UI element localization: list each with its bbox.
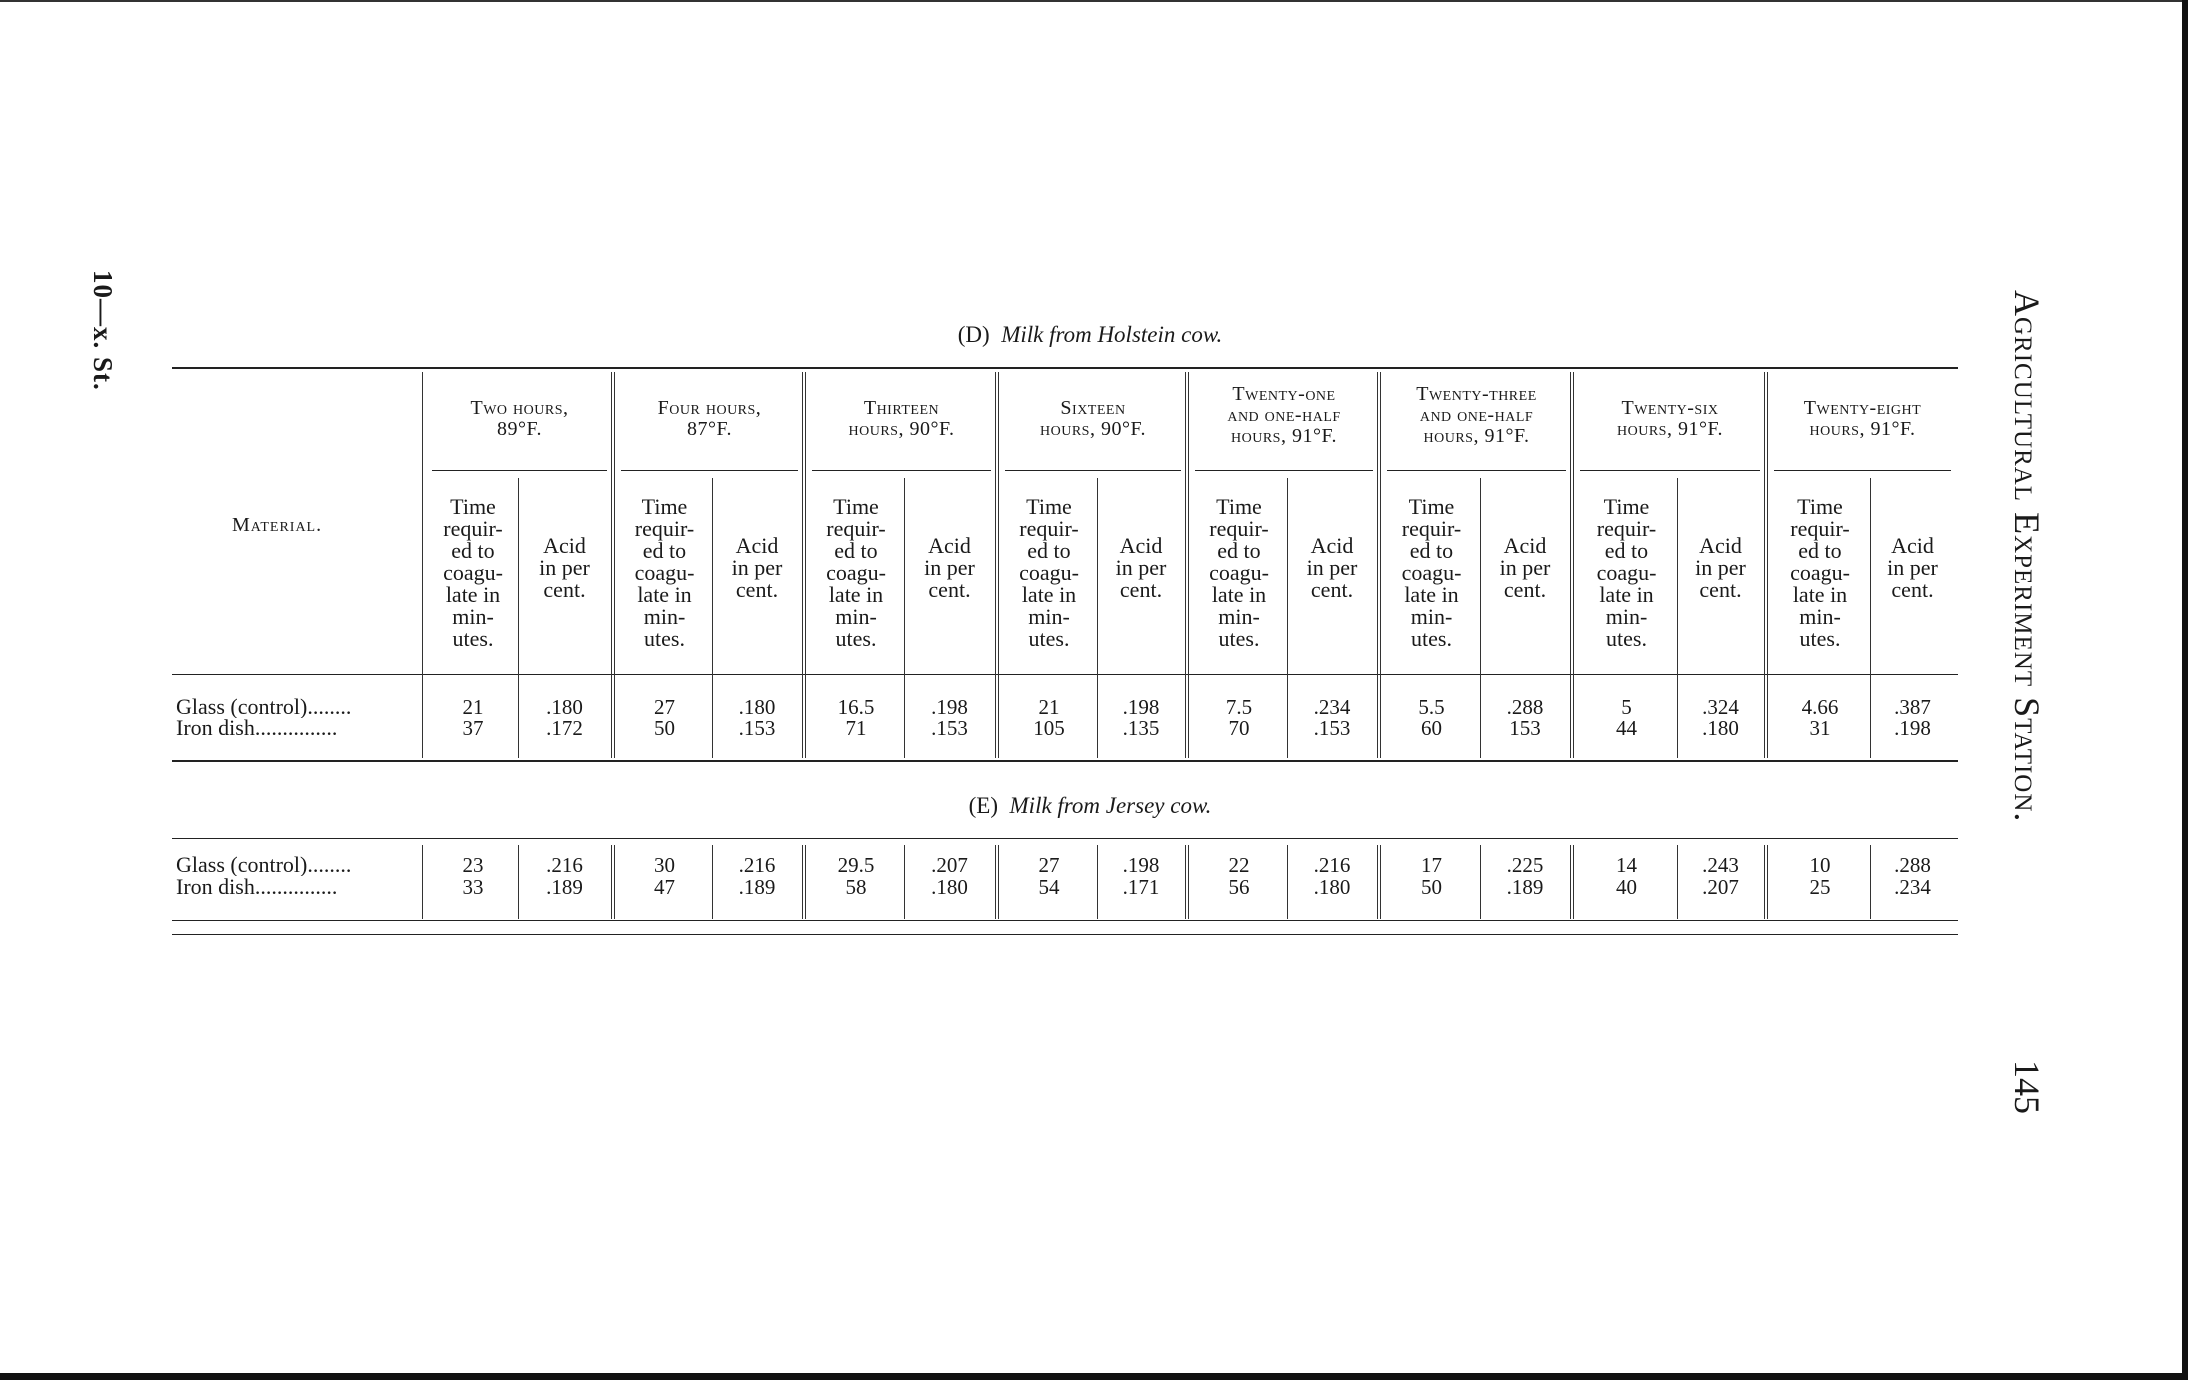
table-e-group-separator — [995, 845, 999, 919]
table-e-caption-text: Milk from Jersey cow. — [1009, 793, 1212, 818]
subheader-time-line: utes. — [1799, 626, 1841, 651]
table-d-cell: 50 — [654, 716, 675, 740]
subheader-acid-line: Acid — [1119, 533, 1163, 558]
subheader-time-line: utes. — [644, 626, 685, 651]
subheader-time-line: Time — [1216, 494, 1262, 519]
table-e-cell: .216 — [1313, 853, 1351, 877]
subheader-time-line: min- — [1799, 604, 1841, 629]
group-header-6-line: and one-half — [1419, 404, 1534, 426]
table-e-cell: 17 — [1421, 853, 1442, 877]
table-e-cell: 10 — [1809, 853, 1831, 877]
table-d-group-separator — [802, 372, 806, 758]
table-d-group-separator — [1185, 372, 1189, 758]
table-d-cell: 5.5 — [1418, 695, 1445, 719]
subheader-time-line: requir- — [1209, 516, 1269, 541]
subheader-time-line: late in — [637, 582, 692, 607]
subheader-time — [617, 496, 712, 650]
table-e-cell: .189 — [738, 875, 776, 899]
subheader-time-line: requir- — [1401, 516, 1462, 541]
subheader-time — [1001, 496, 1097, 650]
subheader-time-line: coagu- — [1019, 560, 1079, 585]
table-e-caption-label: (E) — [968, 793, 999, 818]
subheader-acid-line: cent. — [1119, 577, 1163, 602]
table-d-cell: .172 — [546, 716, 583, 740]
table-d-cell: 105 — [1033, 716, 1065, 740]
group-header-8 — [1770, 398, 1955, 440]
group-header-5 — [1191, 384, 1377, 447]
subheader-acid — [1097, 535, 1185, 601]
table-d-group-separator — [995, 372, 999, 758]
subheader-time-line: utes. — [1028, 626, 1070, 651]
table-d-cell: 21 — [462, 695, 484, 719]
subheader-time-line: ed to — [1027, 538, 1071, 563]
group-header-1-line: 89°F. — [496, 418, 543, 440]
subheader-time-line: late in — [1404, 582, 1459, 607]
table-e-cell: 27 — [1038, 853, 1060, 877]
subheader-time-line: coagu- — [826, 560, 886, 585]
table-e-cell: .180 — [1313, 875, 1351, 899]
group-header-4-line: Sixteen — [1060, 397, 1126, 419]
subheader-time-line: late in — [1211, 582, 1267, 607]
table-d-cell: .198 — [1894, 716, 1931, 740]
table-e-top-rule — [172, 838, 1958, 839]
subheader-acid — [1480, 535, 1570, 601]
table-e-cell: .225 — [1506, 853, 1544, 877]
subheader-time-line: ed to — [1798, 538, 1842, 563]
table-d-group-separator — [611, 372, 615, 758]
table-e-caption — [140, 793, 2040, 819]
subheader-acid — [518, 535, 611, 601]
subheader-time-line: coagu- — [1596, 560, 1657, 585]
subheader-acid-line: cent. — [543, 577, 586, 602]
table-d-bottom-rule — [172, 760, 1958, 762]
table-d-top-rule — [172, 367, 1958, 369]
table-d-cell: .180 — [546, 695, 583, 719]
table-d-cell: .135 — [1122, 716, 1160, 740]
table-d-cell: .198 — [931, 695, 968, 719]
table-d-cell: .198 — [1122, 695, 1160, 719]
subheader-time-line: late in — [828, 582, 884, 607]
table-d-caption-text: Milk from Holstein cow. — [1001, 322, 1223, 347]
subheader-time-line: coagu- — [443, 560, 503, 585]
subheader-time-line: utes. — [835, 626, 877, 651]
table-d-group-separator — [422, 372, 423, 758]
table-d-cell: 21 — [1038, 695, 1060, 719]
table-d-cell: .153 — [931, 716, 968, 740]
table-e-cell: 50 — [1421, 875, 1442, 899]
subheader-time-line: ed to — [834, 538, 878, 563]
table-e-cell: 30 — [654, 853, 675, 877]
table-d-cell: 71 — [845, 716, 867, 740]
subheader-time-line: coagu- — [1401, 560, 1462, 585]
table-d-cell: 37 — [462, 716, 484, 740]
table-e-cell: 56 — [1228, 875, 1250, 899]
group-header-1-line: Two hours, — [470, 397, 569, 419]
subheader-time — [1576, 496, 1677, 650]
table-d-cell: 7.5 — [1225, 695, 1253, 719]
subheader-time-line: requir- — [1790, 516, 1850, 541]
table-d-cell: 27 — [654, 695, 675, 719]
subheader-time-line: requir- — [1596, 516, 1657, 541]
table-e-group-separator — [1570, 845, 1574, 919]
table-e-mid-rule — [172, 920, 1958, 921]
table-d-caption-label: (D) — [957, 322, 990, 347]
table-d-group-underline — [812, 470, 991, 471]
subheader-acid-line: cent. — [1699, 577, 1742, 602]
subheader-time-line: ed to — [1604, 538, 1649, 563]
group-header-6-line: Twenty-three — [1416, 383, 1537, 405]
table-e-cell: 54 — [1038, 875, 1060, 899]
subheader-acid-line: Acid — [1503, 533, 1547, 558]
group-header-6 — [1383, 384, 1570, 447]
table-e-cell: .171 — [1122, 875, 1160, 899]
subheader-time — [428, 496, 518, 650]
subheader-time-line: min- — [1218, 604, 1260, 629]
table-e-cell: .216 — [546, 853, 583, 877]
subheader-time-line: requir- — [634, 516, 695, 541]
table-d-row-label: Iron dish............... — [176, 717, 338, 739]
table-e-cell: .234 — [1894, 875, 1931, 899]
table-d-group-underline — [1580, 470, 1760, 471]
subheader-time-line: Time — [1797, 494, 1843, 519]
table-e-cell: .189 — [1506, 875, 1544, 899]
table-e-cell: 23 — [462, 853, 484, 877]
table-e-cell: 22 — [1228, 853, 1250, 877]
table-e-cell: .207 — [1702, 875, 1739, 899]
subheader-time-line: min- — [1605, 604, 1648, 629]
table-d-group-separator — [1570, 372, 1574, 758]
subheader-time-line: requir- — [443, 516, 503, 541]
table-e-cell: .198 — [1122, 853, 1160, 877]
subheader-acid-line: cent. — [1891, 577, 1934, 602]
subheader-time-line: coagu- — [1209, 560, 1269, 585]
subheader-time-line: late in — [1599, 582, 1654, 607]
table-e-cell: 33 — [462, 875, 484, 899]
subheader-time-line: late in — [1021, 582, 1077, 607]
table-e-cell: 47 — [654, 875, 675, 899]
table-e-row-label: Glass (control)........ — [176, 854, 352, 876]
subheader-time-line: min- — [452, 604, 494, 629]
subheader-acid-line: Acid — [928, 533, 971, 558]
table-e-group-separator — [1185, 845, 1189, 919]
page-number: 145 — [2007, 1060, 2047, 1114]
scan-edge-top — [0, 0, 2188, 2]
table-e-group-separator — [1377, 845, 1381, 919]
table-d-caption — [140, 322, 2040, 348]
group-header-5-line: hours, 91°F. — [1231, 425, 1337, 447]
subheader-acid-line: Acid — [1891, 533, 1934, 558]
subheader-acid-line: in per — [1306, 555, 1358, 580]
running-head: Agricultural Experiment Station. — [2007, 290, 2047, 823]
table-e-cell: .216 — [738, 853, 776, 877]
subheader-acid — [712, 535, 802, 601]
table-d-cell: 5 — [1621, 695, 1632, 719]
table-e-row-label: Iron dish............... — [176, 876, 338, 898]
table-e-cell: .207 — [931, 853, 968, 877]
table-d-cell: 31 — [1809, 716, 1831, 740]
table-d-cell: .180 — [738, 695, 776, 719]
subheader-acid-line: Acid — [735, 533, 779, 558]
subheader-time-line: requir- — [1019, 516, 1079, 541]
table-d-cell: 60 — [1421, 716, 1442, 740]
table-d-group-separator — [1764, 372, 1768, 758]
subheader-time-line: min- — [1410, 604, 1453, 629]
table-e-group-separator — [422, 845, 423, 919]
table-d-cell: 16.5 — [837, 695, 875, 719]
table-e-cell: 14 — [1616, 853, 1637, 877]
group-header-1 — [428, 398, 611, 440]
subheader-time-line: Time — [1026, 494, 1072, 519]
group-header-7-line: hours, 91°F. — [1617, 418, 1723, 440]
table-e-cell: .189 — [546, 875, 583, 899]
subheader-time-line: utes. — [452, 626, 494, 651]
table-d-header-bottom-rule — [172, 674, 1958, 675]
subheader-time — [1770, 496, 1870, 650]
table-e-cell: 29.5 — [837, 853, 875, 877]
subheader-acid-line: Acid — [543, 533, 586, 558]
table-e-bottom-rule — [172, 934, 1958, 935]
group-header-3-line: hours, 90°F. — [848, 418, 955, 440]
subheader-acid-line: Acid — [1699, 533, 1742, 558]
group-header-2-line: Four hours, — [657, 397, 762, 419]
group-header-8-line: hours, 91°F. — [1809, 418, 1916, 440]
group-header-3-line: Thirteen — [863, 397, 940, 419]
table-e-cell: .243 — [1702, 853, 1739, 877]
subheader-acid-line: in per — [1499, 555, 1551, 580]
subheader-acid-line: in per — [539, 555, 590, 580]
subheader-acid-line: in per — [1887, 555, 1938, 580]
table-d-cell: .180 — [1702, 716, 1739, 740]
subheader-acid — [1677, 535, 1764, 601]
subheader-time-line: utes. — [1606, 626, 1647, 651]
table-e-cell: .180 — [931, 875, 968, 899]
subheader-time-line: late in — [445, 582, 501, 607]
group-header-4-line: hours, 90°F. — [1040, 418, 1146, 440]
subheader-time-line: min- — [643, 604, 686, 629]
table-d-cell: 4.66 — [1801, 695, 1839, 719]
table-e-cell: 25 — [1809, 875, 1831, 899]
subheader-time-line: ed to — [1217, 538, 1261, 563]
group-header-5-line: Twenty-one — [1232, 383, 1336, 405]
subheader-acid-line: in per — [924, 555, 975, 580]
group-header-6-line: hours, 91°F. — [1423, 425, 1530, 447]
subheader-time-line: utes. — [1411, 626, 1452, 651]
subheader-time — [1383, 496, 1480, 650]
table-d-row-label: Glass (control)........ — [176, 696, 352, 718]
group-header-2-line: 87°F. — [686, 418, 733, 440]
group-header-7-line: Twenty-six — [1621, 397, 1719, 419]
table-d-cell: .234 — [1313, 695, 1351, 719]
table-d-group-underline — [1195, 470, 1373, 471]
subheader-acid-line: cent. — [928, 577, 971, 602]
table-d-group-underline — [621, 470, 798, 471]
subheader-time-line: Time — [450, 494, 496, 519]
table-e-group-separator — [611, 845, 615, 919]
subheader-acid — [904, 535, 995, 601]
subheader-time-line: late in — [1792, 582, 1848, 607]
subheader-acid-line: in per — [1115, 555, 1167, 580]
group-header-8-line: Twenty-eight — [1803, 397, 1922, 419]
subheader-acid-line: in per — [731, 555, 783, 580]
material-header: Material. — [232, 514, 323, 536]
subheader-time-line: min- — [835, 604, 877, 629]
group-header-3 — [808, 398, 995, 440]
subheader-time-line: Time — [1408, 494, 1455, 519]
subheader-acid-line: cent. — [735, 577, 779, 602]
subheader-time-line: utes. — [1218, 626, 1260, 651]
group-header-7 — [1576, 398, 1764, 440]
group-header-2 — [617, 398, 802, 440]
subheader-time-line: Time — [641, 494, 688, 519]
table-d-cell: .153 — [738, 716, 776, 740]
subheader-time-line: coagu- — [1790, 560, 1850, 585]
subheader-time-line: ed to — [451, 538, 495, 563]
subheader-acid — [1870, 535, 1955, 601]
subheader-time — [1191, 496, 1287, 650]
subheader-acid-line: in per — [1695, 555, 1746, 580]
table-d-group-underline — [1387, 470, 1566, 471]
table-d-cell: .324 — [1702, 695, 1739, 719]
table-d-cell: .288 — [1506, 695, 1544, 719]
table-d-group-underline — [1005, 470, 1181, 471]
subheader-time-line: min- — [1028, 604, 1070, 629]
subheader-time-line: Time — [833, 494, 879, 519]
subheader-time-line: ed to — [1409, 538, 1454, 563]
table-d-cell: .153 — [1313, 716, 1351, 740]
group-header-5-line: and one-half — [1227, 404, 1341, 426]
table-d-group-separator — [1377, 372, 1381, 758]
table-e-group-separator — [802, 845, 806, 919]
table-e-cell: 58 — [845, 875, 867, 899]
subheader-acid-line: cent. — [1310, 577, 1354, 602]
scan-edge-bottom — [0, 1373, 2188, 1380]
subheader-time-line: requir- — [826, 516, 886, 541]
table-e-group-separator — [1764, 845, 1768, 919]
subheader-time-line: coagu- — [634, 560, 695, 585]
table-d-cell: .387 — [1894, 695, 1931, 719]
subheader-time-line: ed to — [642, 538, 687, 563]
group-header-4 — [1001, 398, 1185, 440]
scan-edge-right — [2182, 0, 2188, 1380]
table-e-cell: 40 — [1616, 875, 1637, 899]
subheader-time-line: Time — [1603, 494, 1650, 519]
table-d-cell: 153 — [1509, 716, 1541, 740]
table-d-group-underline — [1774, 470, 1951, 471]
subheader-time — [808, 496, 904, 650]
table-d-group-underline — [432, 470, 607, 471]
subheader-acid — [1287, 535, 1377, 601]
table-d-cell: 44 — [1616, 716, 1637, 740]
subheader-acid-line: Acid — [1310, 533, 1354, 558]
table-d-cell: 70 — [1228, 716, 1250, 740]
margin-note: 10—x. St. — [88, 270, 118, 391]
table-e-cell: .288 — [1894, 853, 1931, 877]
subheader-acid-line: cent. — [1503, 577, 1547, 602]
